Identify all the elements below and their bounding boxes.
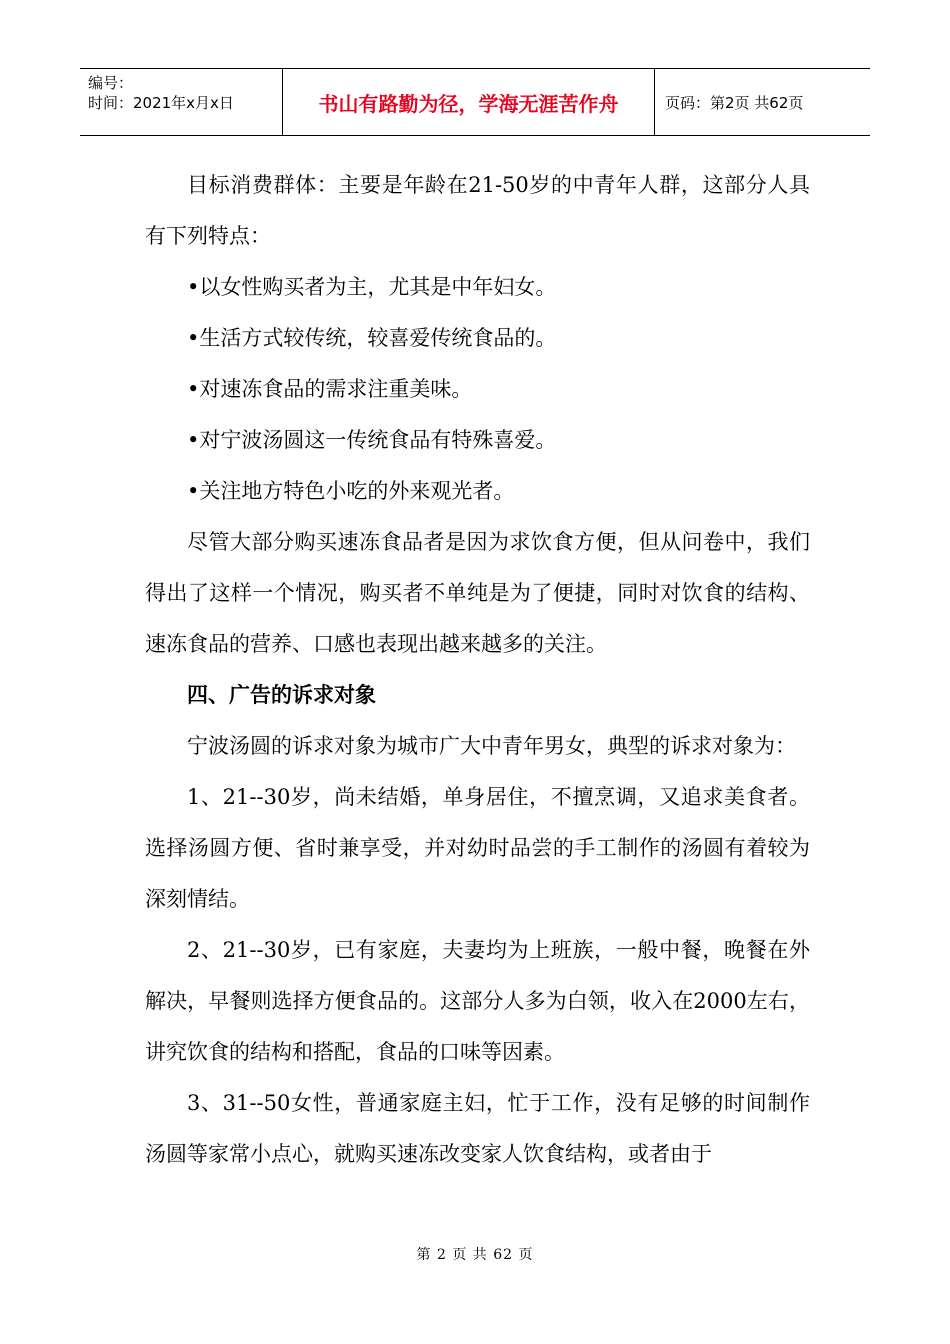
bullet-item: •关注地方特色小吃的外来观光者。	[187, 479, 515, 503]
page-header	[80, 68, 870, 136]
section-heading: 四、广告的诉求对象	[187, 683, 376, 707]
bullet-item: •对速冻食品的需求注重美味。	[187, 377, 473, 401]
paragraph-target-1: 1、21--30岁，尚未结婚，单身居住，不擅烹调，又追求美食者。选择汤圆方便、省时兼享受，并对幼时品尝的手工制作的汤圆有着较为深刻情结。	[145, 785, 810, 911]
header-page-info: 页码：第2页 共62页	[665, 93, 804, 112]
page-footer: 第 2 页 共 62 页	[416, 1247, 534, 1263]
time-label: 时间：2021年x月x日	[88, 94, 234, 112]
document-body	[145, 160, 810, 1180]
bullet-item: •对宁波汤圆这一传统食品有特殊喜爱。	[187, 428, 557, 452]
paragraph-appeal-targets: 宁波汤圆的诉求对象为城市广大中青年男女，典型的诉求对象为：	[187, 734, 796, 758]
paragraph-target-2: 2、21--30岁，已有家庭，夫妻均为上班族，一般中餐，晚餐在外解决，早餐则选择方便食品的。这部分人多为白领，收入在2000左右，讲究饮食的结构和搭配，食品的口味等因素。	[145, 938, 810, 1064]
header-meta	[80, 69, 283, 135]
bullet-item: •生活方式较传统，较喜爱传统食品的。	[187, 326, 557, 350]
paragraph-target-3: 3、31--50女性，普通家庭主妇，忙于工作，没有足够的时间制作汤圆等家常小点心，就购买速冻改变家人饮食结构，或者由于	[145, 1091, 810, 1166]
number-label: 编号：	[88, 74, 134, 92]
paragraph-survey-findings: 尽管大部分购买速冻食品者是因为求饮食方便，但从问卷中，我们得出了这样一个情况，购买者不单纯是为了便捷，同时对饮食的结构、速冻食品的营养、口感也表现出越来越多的关注。	[145, 530, 810, 656]
paragraph-target-consumers: 目标消费群体：主要是年龄在21-50岁的中青年人群，这部分人具有下列特点：	[145, 173, 810, 248]
header-motto: 书山有路勤为径，学海无涯苦作舟	[283, 69, 655, 135]
bullet-item: •以女性购买者为主，尤其是中年妇女。	[187, 275, 557, 299]
